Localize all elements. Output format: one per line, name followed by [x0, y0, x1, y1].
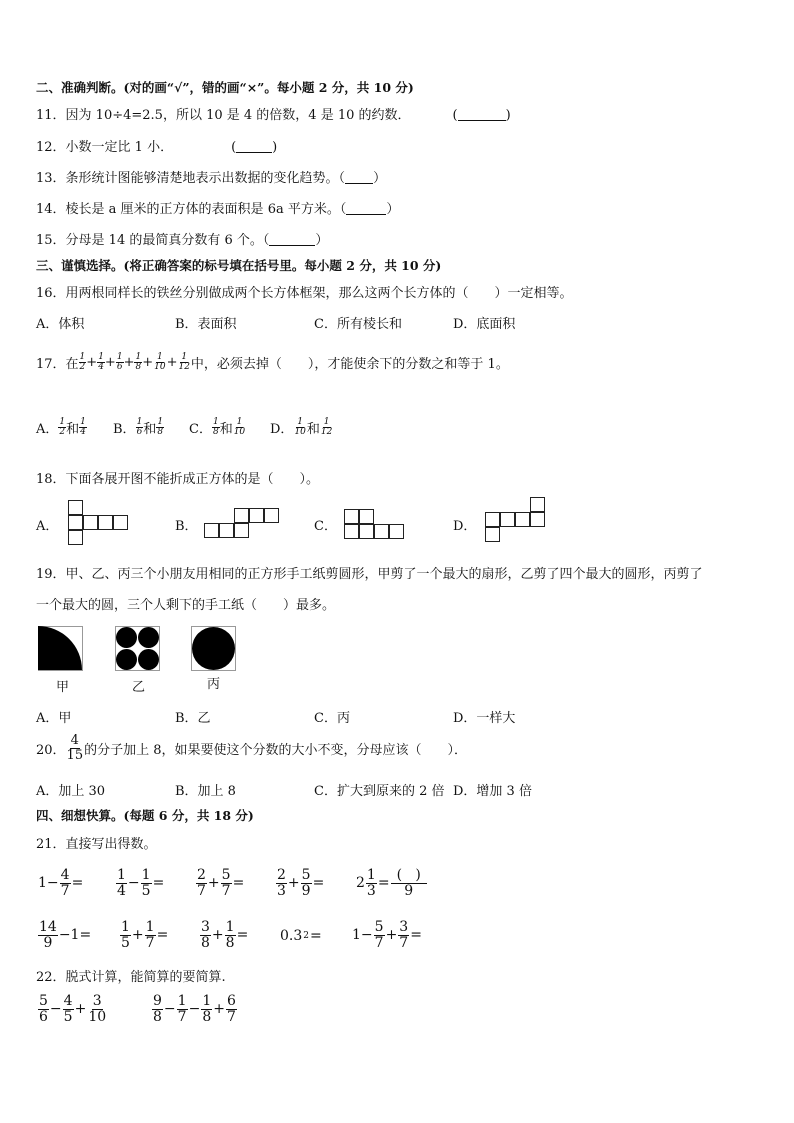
question-19-line1: 19．甲、乙、丙三个小朋友用相同的正方形手工纸剪圆形，甲剪了一个最大的扇形，乙剪了四个最大的圆形，丙剪了	[36, 567, 703, 582]
q19-option-c[interactable]: C．丙	[314, 711, 350, 726]
question-12: 12．小数一定比 1 小． ( )	[36, 140, 278, 155]
q18-option-b[interactable]: B．	[175, 519, 198, 534]
figure-label-jia: 甲	[56, 680, 70, 695]
figure-label-yi: 乙	[132, 680, 146, 695]
q17-option-a[interactable]: A． $\frac{1}{2}$ 和 $\frac{1}{4}$	[36, 417, 86, 438]
question-21: 21．直接写出得数。	[36, 837, 157, 852]
q17-option-c[interactable]: C． $\frac{1}{8}$ 和 $\frac{1}{10}$	[189, 417, 246, 438]
q16-option-a[interactable]: A．体积	[36, 317, 85, 332]
calc-21-3: $\frac{2}{7}$ + $\frac{5}{7}$ =	[197, 867, 245, 899]
q19-option-b[interactable]: B．乙	[175, 711, 211, 726]
q17-option-b[interactable]: B． $\frac{1}{6}$ 和 $\frac{1}{8}$	[113, 417, 164, 438]
question-16: 16．用两根同样长的铁丝分别做成两个长方体框架，那么这两个长方体的（ ）一定相等。	[36, 286, 573, 301]
calc-22-1: $\frac{5}{6}$ − $\frac{4}{5}$ + $\frac{3}{10}$	[39, 993, 107, 1025]
section-3-heading: 三、谨慎选择。(将正确答案的标号填在括号里。每小题 2 分，共 10 分)	[36, 258, 442, 273]
q20-option-b[interactable]: B．加上 8	[175, 784, 236, 799]
figure-jia-quarter-circle	[38, 626, 83, 671]
answer-blank-13[interactable]	[345, 171, 373, 184]
q16-option-d[interactable]: D．底面积	[453, 317, 516, 332]
calc-21-4: $\frac{2}{3}$ + $\frac{5}{9}$ =	[277, 867, 325, 899]
calc-21-1: 1− $\frac{4}{7}$ =	[38, 867, 84, 899]
calc-21-10: 1− $\frac{5}{7}$ + $\frac{3}{7}$ =	[352, 919, 422, 951]
q20-option-a[interactable]: A．加上 30	[36, 784, 106, 799]
q18-option-c[interactable]: C．	[314, 519, 337, 534]
q19-option-d[interactable]: D．一样大	[453, 711, 516, 726]
question-19-line2: 一个最大的圆，三个人剩下的手工纸（ ）最多。	[36, 598, 336, 613]
calc-21-9: 0.3 2 =	[280, 928, 322, 944]
calc-21-8: $\frac{3}{8}$ + $\frac{1}{8}$ =	[201, 919, 249, 951]
calc-22-2: $\frac{9}{8}$ − $\frac{1}{7}$ − $\frac{1}{8}$ + $\frac{6}{7}$	[153, 993, 236, 1025]
answer-blank-12[interactable]	[236, 140, 272, 153]
question-15: 15．分母是 14 的最简真分数有 6 个。（ ）	[36, 233, 329, 248]
q19-option-a[interactable]: A．甲	[36, 711, 72, 726]
question-18: 18．下面各展开图不能折成正方体的是（ ）。	[36, 472, 320, 487]
figure-yi-four-circles	[115, 626, 160, 671]
answer-blank-15[interactable]	[269, 233, 315, 246]
answer-blank-14[interactable]	[346, 202, 386, 215]
section-2-heading: 二、准确判断。(对的画“√”，错的画“×”。每小题 2 分，共 10 分)	[36, 80, 414, 95]
calc-21-5: 2 $\frac{1}{3}$ = $\frac{( )}{9}$	[356, 868, 427, 898]
q20-option-d[interactable]: D．增加 3 倍	[453, 784, 532, 799]
q17-option-d[interactable]: D． $\frac{1}{10}$ 和 $\frac{1}{12}$	[270, 417, 333, 438]
calc-21-7: $\frac{1}{5}$ + $\frac{1}{7}$ =	[121, 919, 169, 951]
question-20: 20． $\frac{4}{15}$ 的分子加上 8，如果要使这个分数的大小不变，分母应该（ ）．	[36, 733, 467, 763]
question-13: 13．条形统计图能够清楚地表示出数据的变化趋势。（ ）	[36, 171, 387, 186]
q20-option-c[interactable]: C．扩大到原来的 2 倍	[314, 784, 445, 799]
q18-option-d[interactable]: D．	[453, 519, 477, 534]
q16-option-b[interactable]: B．表面积	[175, 317, 237, 332]
question-22: 22．脱式计算，能简算的要简算.	[36, 970, 226, 985]
figure-label-bing: 丙	[207, 677, 221, 692]
calc-21-2: $\frac{1}{4}$ − $\frac{1}{5}$ =	[117, 867, 165, 899]
question-14: 14．棱长是 a 厘米的正方体的表面积是 6a 平方米。（ ）	[36, 202, 400, 217]
q16-option-c[interactable]: C．所有棱长和	[314, 317, 402, 332]
calc-21-6: $\frac{14}{9}$ −1=	[39, 919, 92, 951]
question-11: 11．因为 10÷4=2.5，所以 10 是 4 的倍数，4 是 10 的约数． ( )	[36, 108, 511, 123]
question-17: 17．在 $\frac{1}{2}$ + $\frac{1}{4}$ + $\frac{1}{6}$ + $\frac{1}{8}$ + $\frac{1}{10}$ + $\frac{1}{12}$ 中，必须去掉（ ），才能使余下的分数之和等于 1。	[36, 352, 509, 373]
section-4-heading: 四、细想快算。(每题 6 分，共 18 分)	[36, 808, 254, 823]
figure-bing-circle	[191, 626, 236, 671]
answer-blank-11[interactable]	[458, 108, 506, 121]
q18-option-a[interactable]: A．	[36, 519, 59, 534]
